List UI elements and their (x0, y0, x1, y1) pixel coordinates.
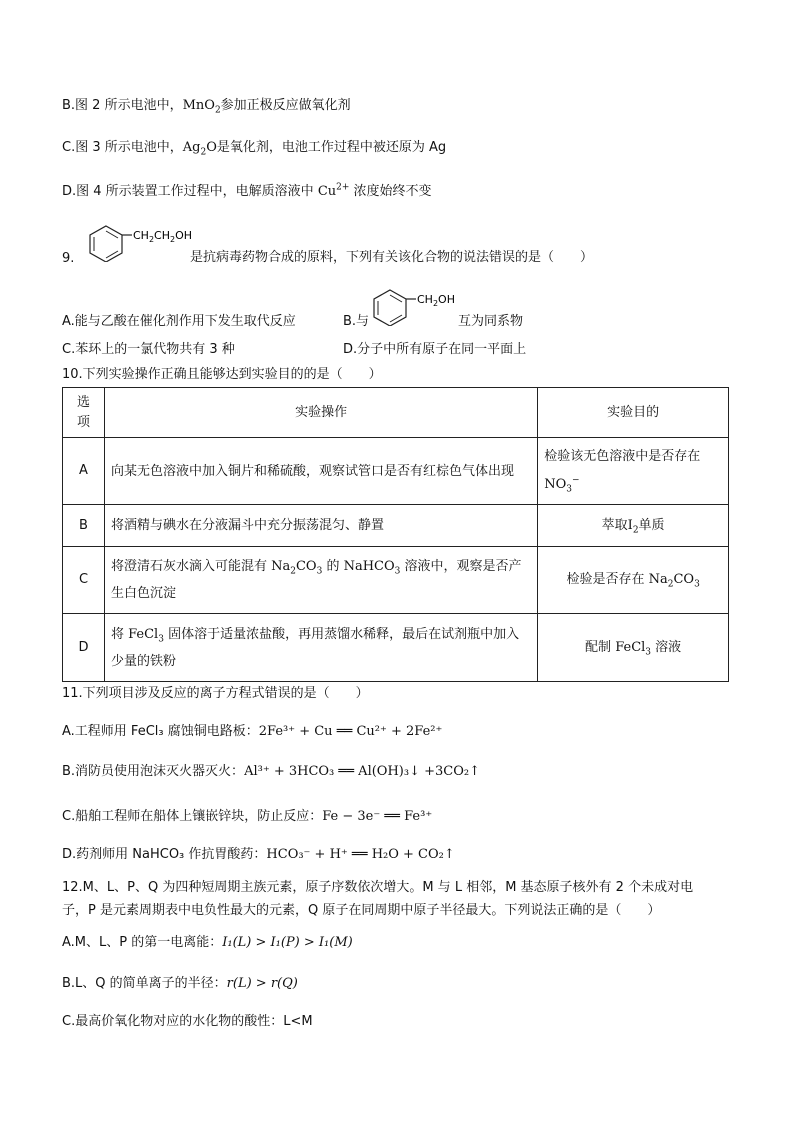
q9-number: 9. (62, 251, 75, 266)
row-operation: 向某无色溶液中加入铜片和稀硫酸，观察试管口是否有红棕色气体出现 (104, 438, 537, 505)
row-goal: 配制 FeCl$_3$ 溶液 (538, 614, 729, 682)
svg-text:CH2CH2OH: $CH_2CH_2OH$ (133, 229, 193, 244)
q8-option-b: B.图 2 所示电池中，MnO$_2$参加正极反应做氧化剂 (62, 98, 351, 116)
q12-option-c: C.最高价氧化物对应的水化物的酸性：L<M (62, 1014, 313, 1029)
q9-option-b-suffix: 互为同系物 (458, 314, 524, 329)
row-goal: 检验该无色溶液中是否存在 $NO_3^-$ (538, 438, 729, 505)
row-option: C (63, 547, 105, 614)
q8-option-d: D.图 4 所示装置工作过程中，电解质溶液中 $Cu^{2+}$ 浓度始终不变 (62, 182, 432, 199)
q10-stem: 10.下列实验操作正确且能够达到实验目的的是（ ） (62, 367, 382, 382)
q11-option-d: D.药剂师用 NaHCO₃ 作抗胃酸药：HCO₃⁻ + H⁺ ══ H₂O + CO₂↑ (62, 847, 455, 862)
q11-option-b: B.消防员使用泡沫灭火器灭火：Al³⁺ + 3HCO₃ ══ Al(OH)₃↓ +3CO₂↑ (62, 764, 480, 779)
q10-table (62, 387, 729, 682)
q12-option-a: A.M、L、P 的第一电离能：I₁(L) > I₁(P) > I₁(M) (62, 935, 353, 950)
row-goal: 检验是否存在 $Na_2CO_3$ (538, 547, 729, 614)
row-goal: 萃取$I_2$单质 (538, 505, 729, 547)
q9-option-d: D.分子中所有原子在同一平面上 (343, 342, 527, 357)
q9-option-a: A.能与乙酸在催化剂作用下发生取代反应 (62, 314, 296, 329)
phenylethanol-structure (76, 222, 196, 262)
q8-option-c: C.图 3 所示电池中，$Ag_2O$是氧化剂，电池工作过程中被还原为 Ag (62, 140, 447, 158)
q9-option-b-prefix: B.与 (343, 314, 370, 329)
q11-option-c: C.船舶工程师在船体上镶嵌锌块，防止反应：Fe − 3e⁻ ══ Fe³⁺ (62, 809, 433, 824)
q11-stem: 11.下列项目涉及反应的离子方程式错误的是（ ） (62, 686, 369, 701)
svg-text:CH2OH: $CH_2OH$ (417, 293, 455, 308)
header-option: 选项 (63, 388, 105, 438)
q11-option-a: A.工程师用 FeCl₃ 腐蚀铜电路板：2Fe³⁺ + Cu ══ Cu²⁺ + 2Fe²⁺ (62, 724, 443, 739)
q9-option-c: C.苯环上的一氯代物共有 3 种 (62, 342, 235, 357)
table-row (63, 505, 729, 547)
table-row (63, 547, 729, 614)
row-option: B (63, 505, 105, 547)
q12-stem-line2: 子，P 是元素周期表中电负性最大的元素，Q 原子在同周期中原子半径最大。下列说法正确的是（ ） (62, 903, 661, 918)
table-header-row (63, 388, 729, 438)
row-option: A (63, 438, 105, 505)
q12-stem-line1: 12.M、L、P、Q 为四种短周期主族元素，原子序数依次增大。M 与 L 相邻，M 基态原子核外有 2 个未成对电 (62, 880, 694, 895)
benzyl-alcohol-structure (370, 286, 465, 326)
row-option: D (63, 614, 105, 682)
row-operation: 将酒精与碘水在分液漏斗中充分振荡混匀、静置 (104, 505, 537, 547)
header-operation: 实验操作 (104, 388, 537, 438)
table-row (63, 438, 729, 505)
q9-stem: 是抗病毒药物合成的原料，下列有关该化合物的说法错误的是（ ） (190, 250, 594, 265)
header-goal: 实验目的 (538, 388, 729, 438)
q12-option-b: B.L、Q 的简单离子的半径：r(L) > r(Q) (62, 976, 298, 991)
row-operation: 将澄清石灰水滴入可能混有 $Na_2CO_3$ 的 NaHCO$_3$ 溶液中，观察是否产生白色沉淀 (104, 547, 537, 614)
table-row (63, 614, 729, 682)
row-operation: 将 FeCl$_3$ 固体溶于适量浓盐酸，再用蒸馏水稀释，最后在试剂瓶中加入少量的铁粉 (104, 614, 537, 682)
